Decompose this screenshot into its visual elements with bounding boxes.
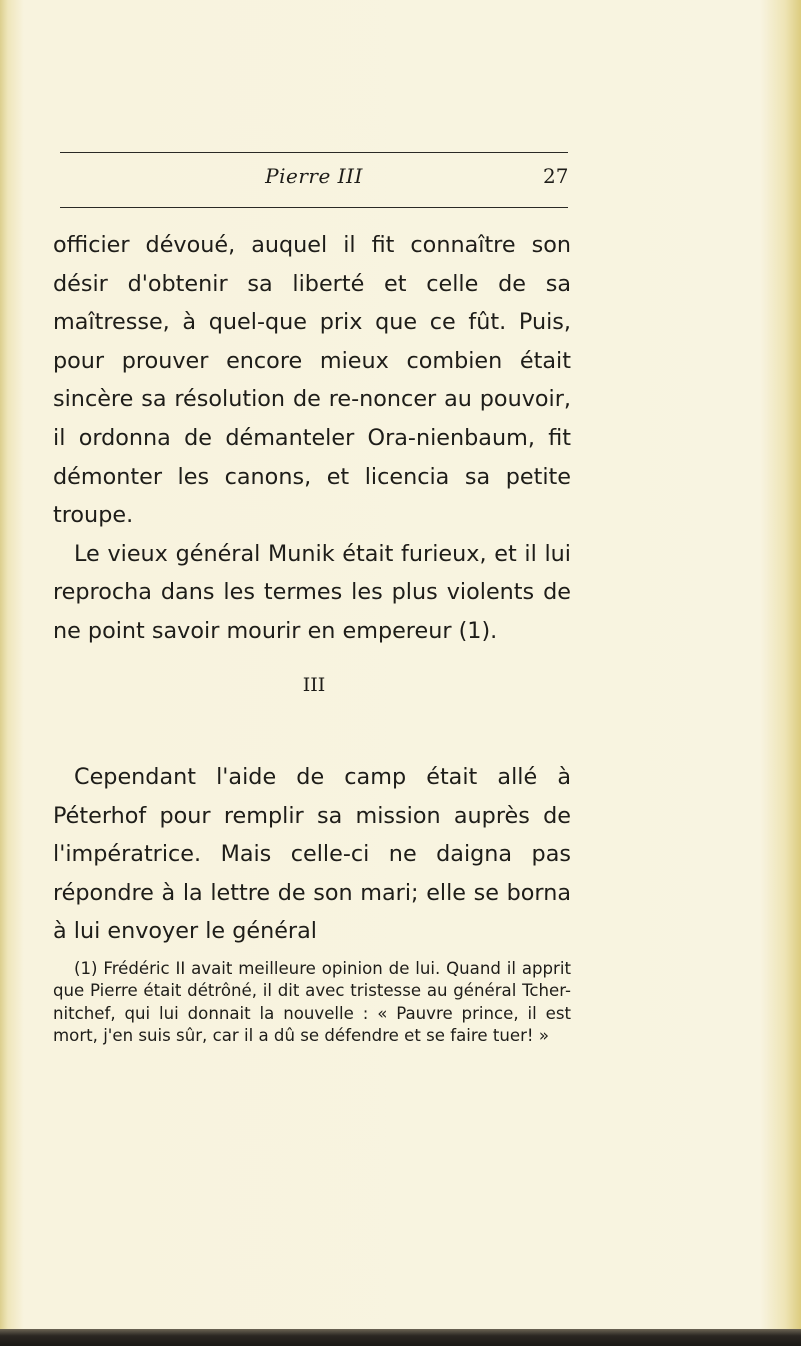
paragraph: Cependant l'aide de camp était allé à Péterhof pour remplir sa mission auprès de l'impératrice. Mais celle-ci ne daigna pas répondre à la lettre de son mari; elle se borna à lui envoyer le général [53, 764, 571, 945]
page-number: 27 [543, 164, 569, 188]
footnote-text: (1) Frédéric II avait meilleure opinion de lui. Quand il apprit que Pierre était détrôné, il dit avec tristesse au général Tcher-nitchef, qui lui donnait la nouvelle : « Pauvre prince, il est mort, j'en suis sûr, car il a dû se défendre et se faire tuer! » [53, 959, 571, 1046]
section-heading: III [302, 674, 326, 696]
running-title: Pierre III [265, 164, 363, 188]
paragraph: officier dévoué, auquel il fit connaître son désir d'obtenir sa liberté et celle de sa maîtresse, à quel-que prix que ce fût. Puis, pour prouver encore mieux combien était sincère sa résolution de re-noncer au pouvoir, il ordonna de démanteler Ora-nienbaum, fit démonter les canons, et licencia sa petite troupe. [53, 232, 571, 529]
header-top-rule [60, 152, 568, 153]
paragraph: Le vieux général Munik était furieux, et il lui reprocha dans les termes les plus violents de ne point savoir mourir en empereur (1). [53, 540, 571, 644]
text-block-1 [53, 226, 571, 651]
text-block-2 [53, 758, 571, 951]
footnote [53, 958, 571, 1048]
page-bottom-edge [0, 1329, 801, 1346]
header-bottom-rule [60, 207, 568, 208]
